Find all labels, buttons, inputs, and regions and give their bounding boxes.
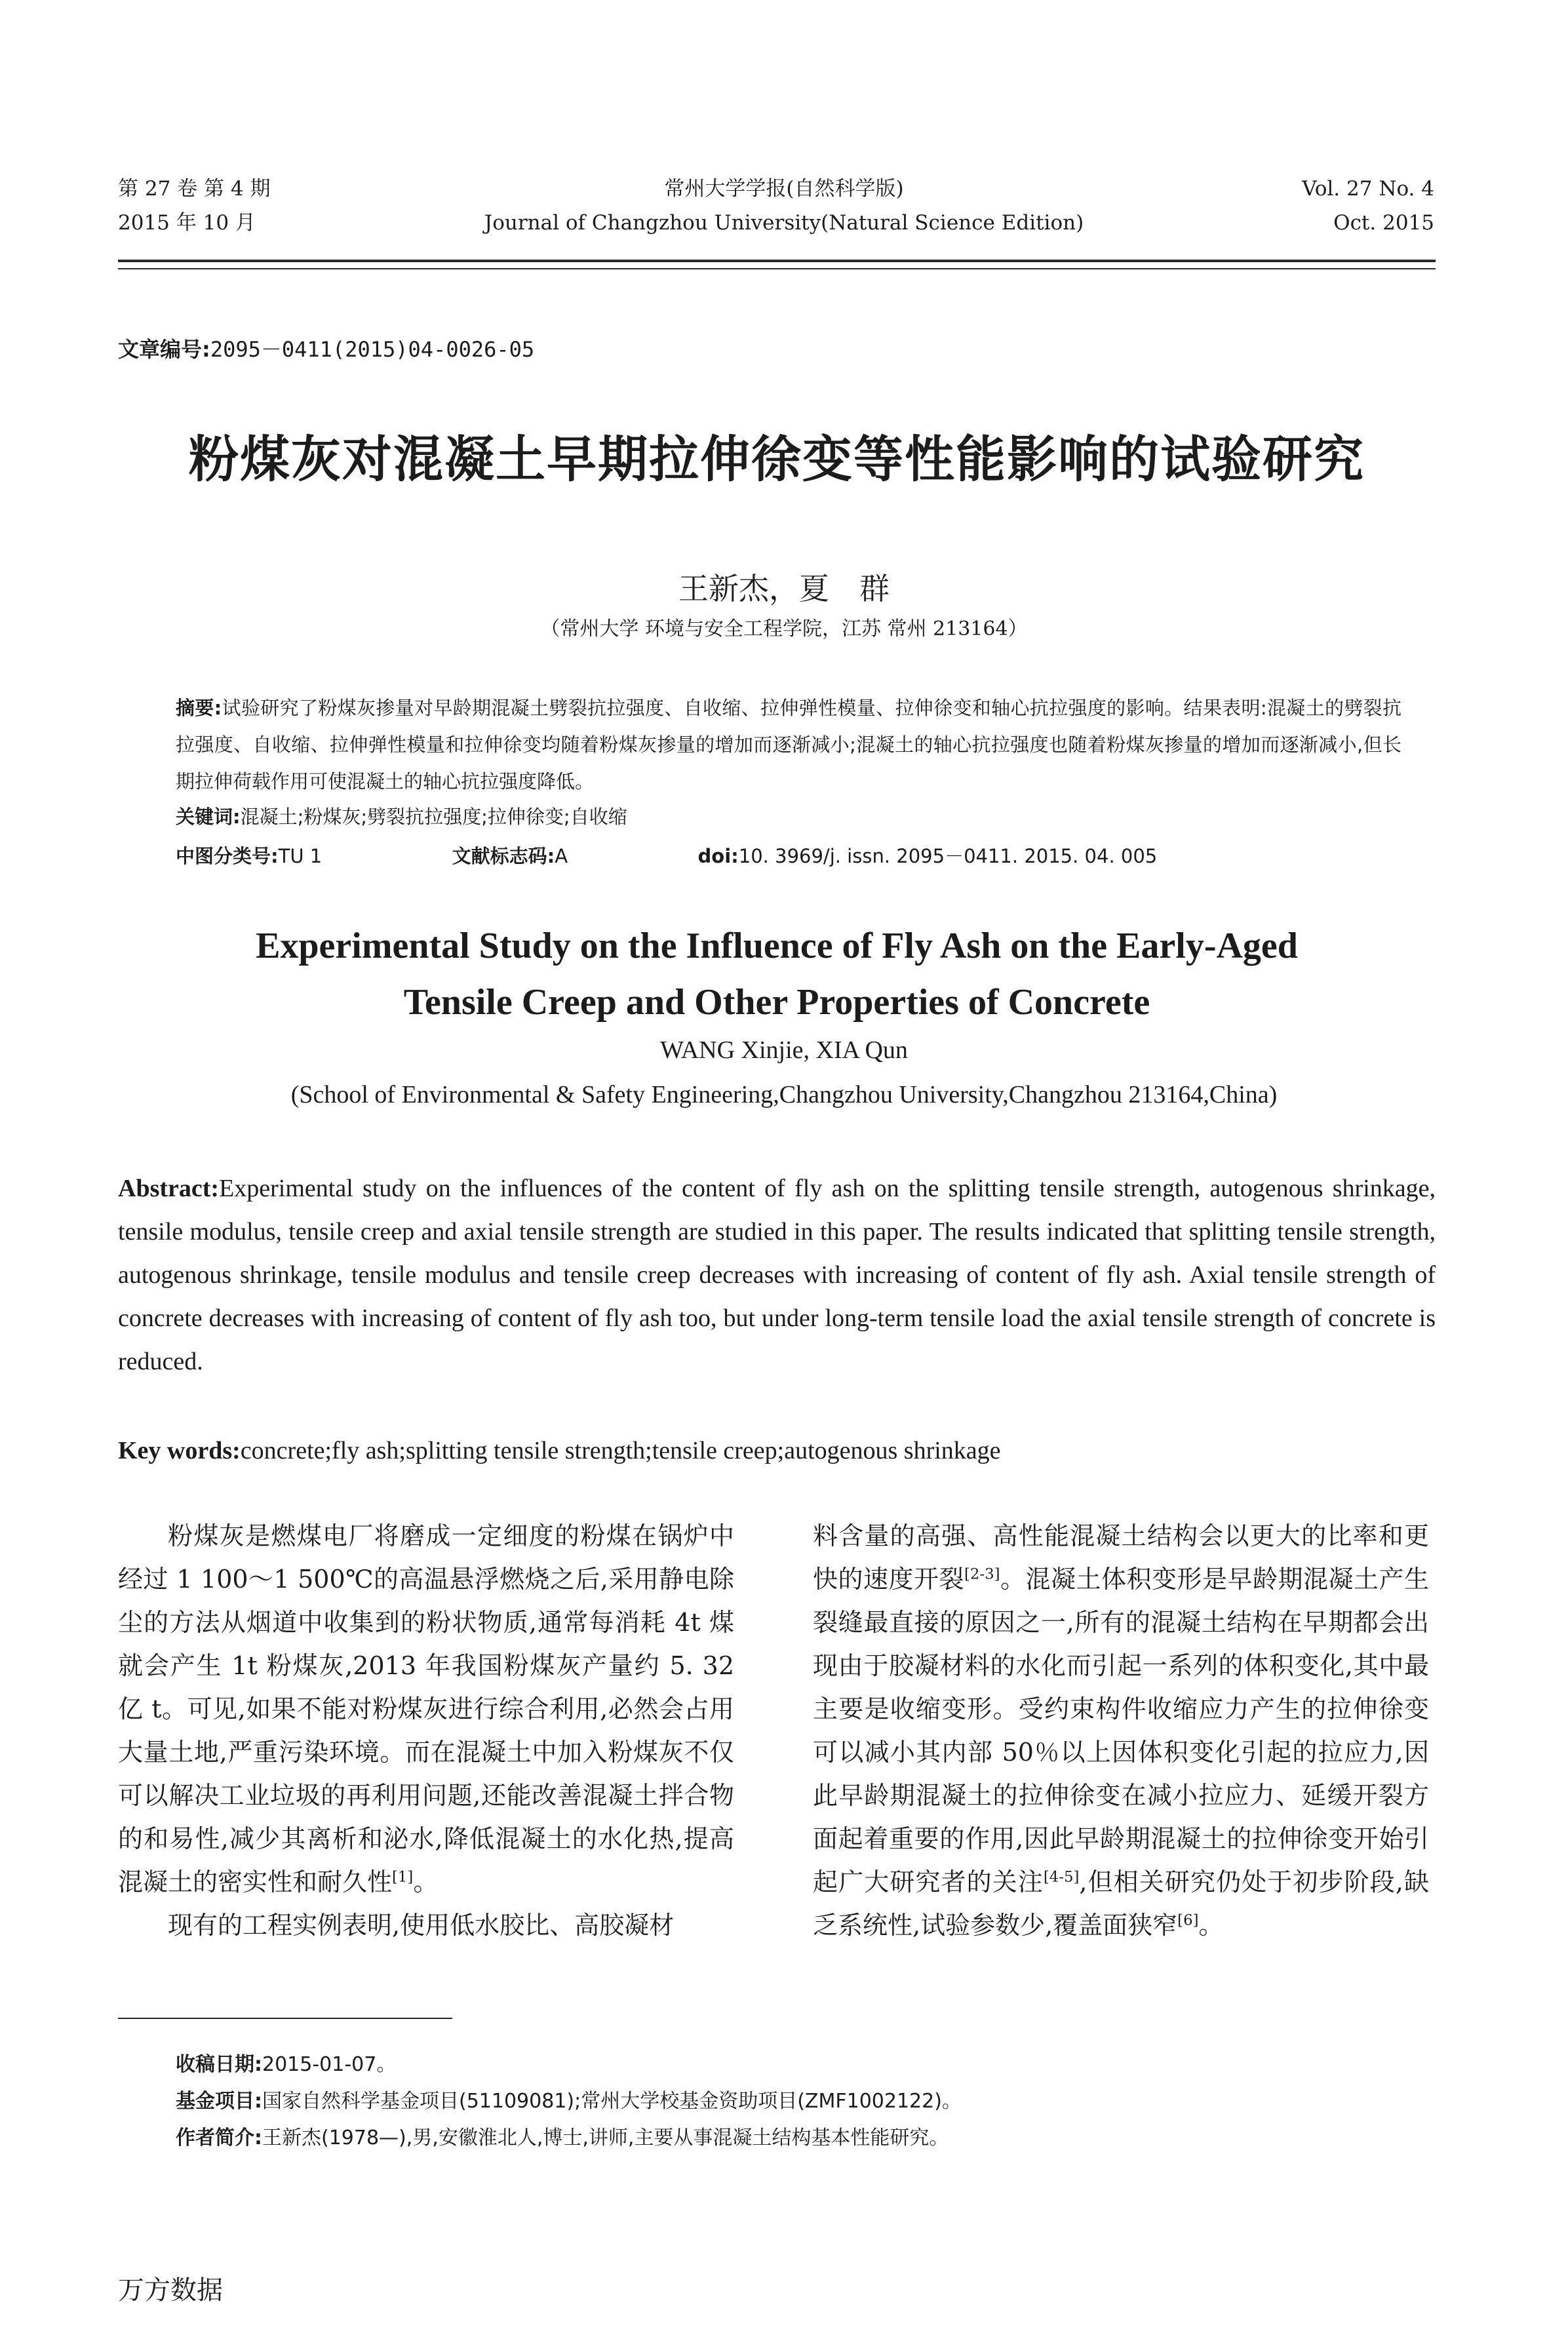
doc-code-label: 文献标志码: <box>452 845 555 867</box>
clc-value: TU 1 <box>278 845 323 867</box>
header-volume: 第 27 卷 第 4 期 <box>118 177 271 201</box>
fund-value: 国家自然科学基金项目(51109081);常州大学校基金资助项目(ZMF1002122)。 <box>262 2090 962 2113</box>
keywords-cn-text: 混凝土;粉煤灰;劈裂抗拉强度;拉伸徐变;自收缩 <box>240 806 627 828</box>
body-column-left <box>118 1514 734 1947</box>
body-column-right <box>813 1514 1429 1947</box>
body-text: 。混凝土体积变形是早龄期混凝土产生裂缝最直接的原因之一,所有的混凝土结构在早期都会出现由于胶凝材料的水化而引起一系列的体积变化,其中最主要是收缩变形。受约束构件收缩应力产生的拉伸徐变可以减小其内部 50％以上因体积变化引起的拉应力,因此早龄期混凝土的拉伸徐变在减小拉应力、延缓开裂方面起着重要的作用,因此早龄期混凝土的拉伸徐变开始引起广大研究者的关注 <box>813 1565 1429 1896</box>
body-paragraph <box>118 1514 734 1904</box>
body-paragraph <box>813 1514 1429 1947</box>
citation: [6] <box>1177 1911 1199 1929</box>
keywords-en-label: Key words: <box>118 1437 241 1464</box>
affiliation-cn: （常州大学 环境与安全工程学院，江苏 常州 213164） <box>540 617 1028 640</box>
footnote-fund <box>176 2085 962 2113</box>
body-text: 粉煤灰是燃煤电厂将磨成一定细度的粉煤在锅炉中经过 1 100～1 500℃的高温悬浮燃烧之后,采用静电除尘的方法从烟道中收集到的粉状物质,通常每消耗 4t 煤就会产生 1t 粉煤灰,2013 年我国粉煤灰产量约 5. 32 亿 t。可见,如果不能对粉煤灰进行综合利用,必然会占用大量土地,严重污染环境。而在混凝土中加入粉煤灰不仅可以解决工业垃圾的再利用问题,还能改善混凝土拌合物的和易性,减少其离析和泌水,降低混凝土的水化热,提高混凝土的密实性和耐久性 <box>118 1521 734 1896</box>
header-journal-en: Journal of Changzhou University(Natural Science Edition) <box>484 211 1084 235</box>
footer-source: 万方数据 <box>118 2275 223 2305</box>
body-text: ,但相关研究仍处于初步阶段,缺乏系统性,试验参数少,覆盖面狭窄 <box>813 1868 1429 1940</box>
clc-label: 中图分类号: <box>176 845 279 867</box>
article-number-label: 文章编号: <box>118 337 210 362</box>
body-paragraph: 现有的工程实例表明,使用低水胶比、高胶凝材 <box>168 1911 675 1940</box>
keywords-en-text: concrete;fly ash;splitting tensile strength;tensile creep;autogenous shrinkage <box>240 1437 1001 1464</box>
abstract-cn-label: 摘要: <box>176 697 222 719</box>
keywords-cn <box>176 802 627 829</box>
authors-cn: 王新杰，夏 群 <box>678 571 890 606</box>
body-text: 。 <box>1198 1911 1224 1940</box>
citation: [1] <box>392 1868 414 1886</box>
abstract-en <box>118 1167 1436 1383</box>
fund-label: 基金项目: <box>176 2090 262 2113</box>
header-date-cn: 2015 年 10 月 <box>118 211 256 235</box>
header-vol-en <box>1302 172 1434 240</box>
header-journal-cn: 常州大学学报(自然科学版) <box>664 177 904 201</box>
header-rule-thin <box>118 268 1436 269</box>
header-vol-no: Vol. 27 No. 4 <box>1302 177 1434 201</box>
title-en <box>118 918 1436 1030</box>
footnote-rule <box>118 2018 452 2019</box>
title-en-line1: Experimental Study on the Influence of Fly Ash on the Early-Aged <box>256 926 1298 966</box>
received-label: 收稿日期: <box>176 2053 262 2076</box>
doc-code-value: A <box>555 845 568 867</box>
keywords-en <box>118 1429 1436 1472</box>
header-date-en: Oct. 2015 <box>1333 211 1434 235</box>
citation: [4-5] <box>1043 1868 1080 1886</box>
abstract-en-label: Abstract: <box>118 1175 220 1202</box>
affiliation-en: (School of Environmental & Safety Engineering,Changzhou University,Changzhou 213164,China) <box>290 1081 1278 1108</box>
abstract-cn-text: 试验研究了粉煤灰掺量对早龄期混凝土劈裂抗拉强度、自收缩、拉伸弹性模量、拉伸徐变和轴心抗拉强度的影响。结果表明:混凝土的劈裂抗拉强度、自收缩、拉伸弹性模量和拉伸徐变均随着粉煤灰掺量的增加而逐渐减小;混凝土的轴心抗拉强度也随着粉煤灰掺量的增加而逐渐减小,但长期拉伸荷载作用可使混凝土的轴心抗拉强度降低。 <box>176 697 1401 793</box>
classification-line <box>176 842 1401 869</box>
article-number <box>118 333 534 363</box>
title-cn: 粉煤灰对混凝土早期拉伸徐变等性能影响的试验研究 <box>189 430 1365 488</box>
author-bio-label: 作者简介: <box>176 2127 262 2149</box>
footnote-author <box>176 2121 949 2150</box>
abstract-en-text: Experimental study on the influences of the content of fly ash on the splitting tensile strength, autogenous shrinkage, tensile modulus, tensile creep and axial tensile strength are studied in this paper. The results indicated that splitting tensile strength, autogenous shrinkage, tensile modulus and tensile creep decreases with increasing of content of fly ash. Axial tensile strength of concrete decreases with increasing of content of fly ash too, but under long-term tensile load the axial tensile strength of concrete is reduced. <box>118 1175 1436 1375</box>
article-number-value: 2095－0411(2015)04-0026-05 <box>210 337 535 362</box>
received-value: 2015-01-07。 <box>262 2053 397 2076</box>
keywords-cn-label: 关键词: <box>176 806 241 828</box>
header-rule-thick <box>118 260 1436 262</box>
doi-label: doi: <box>697 845 739 867</box>
authors-en: WANG Xinjie, XIA Qun <box>660 1036 908 1064</box>
footnote-received <box>176 2048 396 2077</box>
doi-value: 10. 3969/j. issn. 2095－0411. 2015. 04. 005 <box>738 845 1158 867</box>
author-bio-value: 王新杰(1978—),男,安徽淮北人,博士,讲师,主要从事混凝土结构基本性能研究。 <box>262 2127 949 2149</box>
body-text: 料含量的高强、高性能混凝土结构会以更大的比率和更快的速度开裂 <box>813 1521 1429 1594</box>
abstract-cn <box>176 690 1401 800</box>
title-en-line2: Tensile Creep and Other Properties of Concrete <box>403 982 1150 1023</box>
body-text: 。 <box>413 1868 439 1896</box>
citation: [2-3] <box>964 1565 1000 1583</box>
